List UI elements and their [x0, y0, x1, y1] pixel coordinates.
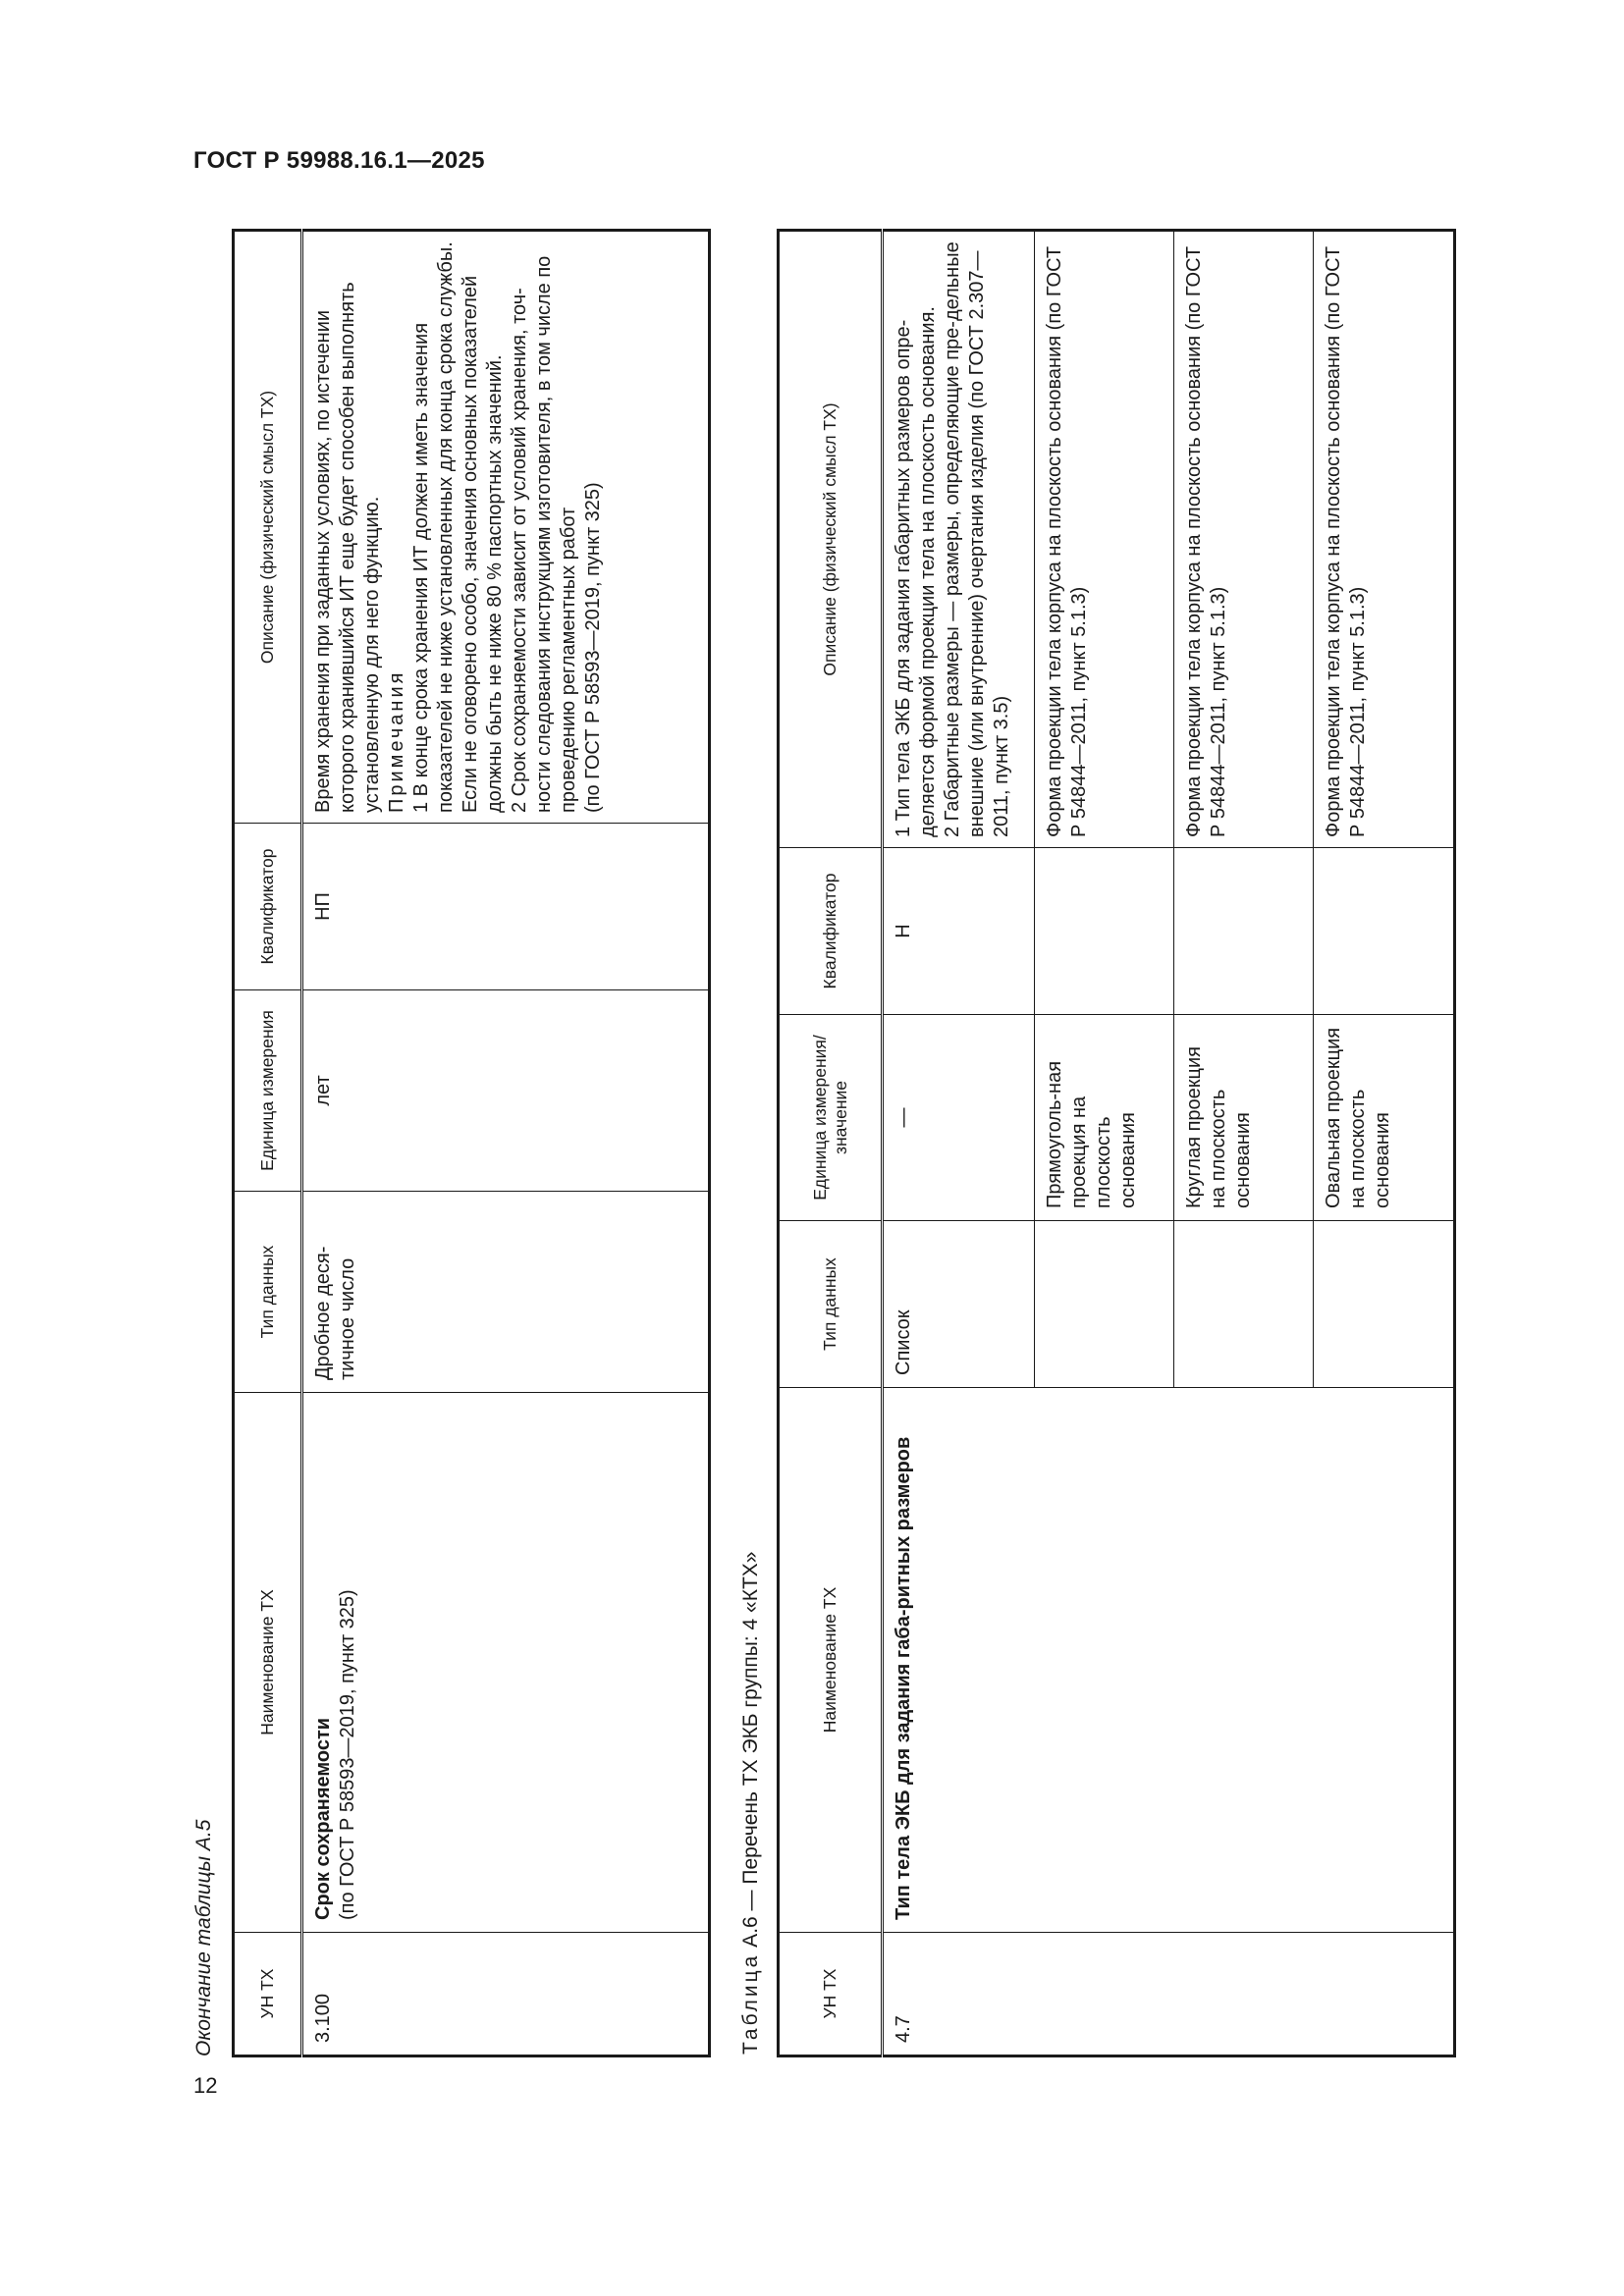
col-header-name: Наименование ТХ: [234, 1393, 302, 1933]
col-header-unit: Единица измерения: [234, 990, 302, 1192]
col-header-name: Наименование ТХ: [779, 1388, 883, 1933]
type-cell: Дробное деся-тичное число: [312, 1246, 358, 1380]
value-description: Форма проекции тела корпуса на плоскость основания (по ГОСТ Р 54844—2011, пункт 5.1.3): [1323, 245, 1369, 837]
col-header-description: Описание (физический смысл ТХ): [234, 231, 302, 824]
col-header-type: Тип данных: [779, 1221, 883, 1388]
table-header-row: [234, 231, 302, 2056]
value-description: Форма проекции тела корпуса на плоскость основания (по ГОСТ Р 54844—2011, пункт 5.1.3): [1183, 245, 1229, 837]
value-cell: Овальная проекция на плоскость основания: [1323, 1027, 1393, 1208]
col-header-un: УН ТХ: [234, 1933, 302, 2056]
qualifier-cell: НП: [312, 892, 334, 921]
col-header-qualifier: Квалификатор: [779, 848, 883, 1015]
description-2: 2 Габаритные размеры — размеры, определяющие пре-дельные внешние (или внутренние) очертания изделия (по ГОСТ 2.307—2011, пункт 3.5): [942, 241, 1012, 837]
value-description: Форма проекции тела корпуса на плоскость основания (по ГОСТ Р 54844—2011, пункт 5.1.3): [1044, 245, 1090, 837]
type-cell: Список: [893, 1309, 914, 1375]
description-main: Время хранения при заданных условиях, по истечении которого хранившийся ИТ еще будет способен выполнять установленную для него функцию.: [312, 282, 383, 813]
name-cell: [884, 1388, 924, 1932]
un-cell: 3.100: [312, 1993, 334, 2043]
document-header: ГОСТ Р 59988.16.1—2025: [193, 147, 485, 174]
col-header-unit-value: Единица измерения/ значение: [779, 1015, 883, 1221]
table-continuation-caption: Окончание таблицы А.5: [192, 1819, 215, 2056]
unit-cell: лет: [312, 1075, 334, 1106]
col-header-type: Тип данных: [234, 1192, 302, 1393]
table-header-row: [779, 231, 883, 2056]
description-reference: (по ГОСТ Р 58593—2019, пункт 325): [582, 482, 604, 813]
col-header-un: УН ТХ: [779, 1933, 883, 2056]
col-header-description: Описание (физический смысл ТХ): [779, 231, 883, 848]
table-a6: [777, 229, 1456, 2057]
value-cell: Прямоуголь-ная проекция на плоскость основания: [1044, 1060, 1139, 1208]
description-1: 1 Тип тела ЭКБ для задания габаритных размеров опре-деляется формой проекции тела на плоскость основания.: [893, 306, 939, 837]
table-row: [883, 231, 1035, 2056]
name-title: Тип тела ЭКБ для задания габа-ритных размеров: [893, 1436, 914, 1920]
col-header-qualifier: Квалификатор: [234, 824, 302, 990]
un-cell: 4.7: [893, 2015, 914, 2043]
description-cell: [303, 232, 614, 823]
name-title: Срок сохраняемости: [312, 1717, 334, 1920]
unit-cell: —: [893, 1107, 914, 1128]
table-a5-end: [232, 229, 711, 2057]
value-cell: Круглая проекция на плоскость основания: [1183, 1046, 1254, 1208]
description-cell: [884, 232, 1022, 847]
note-2: 2 Срок сохраняемости зависит от условий хранения, точ-ности следования инструкциям изготовителя, в том числе по проведению регламентных работ: [509, 255, 579, 813]
name-reference: (по ГОСТ Р 58593—2019, пункт 325): [337, 1589, 358, 1920]
name-cell: [303, 1393, 368, 1932]
table-row: [302, 231, 710, 2056]
table-a6-caption: Таблица А.6 — Перечень ТХ ЭКБ группы: 4 «КТХ»: [739, 1551, 762, 2055]
qualifier-cell: Н: [893, 924, 914, 938]
notes-heading: Примечания: [386, 669, 407, 813]
note-1: 1 В конце срока хранения ИТ должен иметь значения показателей не ниже установленных для конца срока службы. Если не оговорено особо, значения основных показателей должны быть не ниже 80 % паспортных значений.: [410, 241, 506, 813]
page-number: 12: [193, 2073, 218, 2098]
